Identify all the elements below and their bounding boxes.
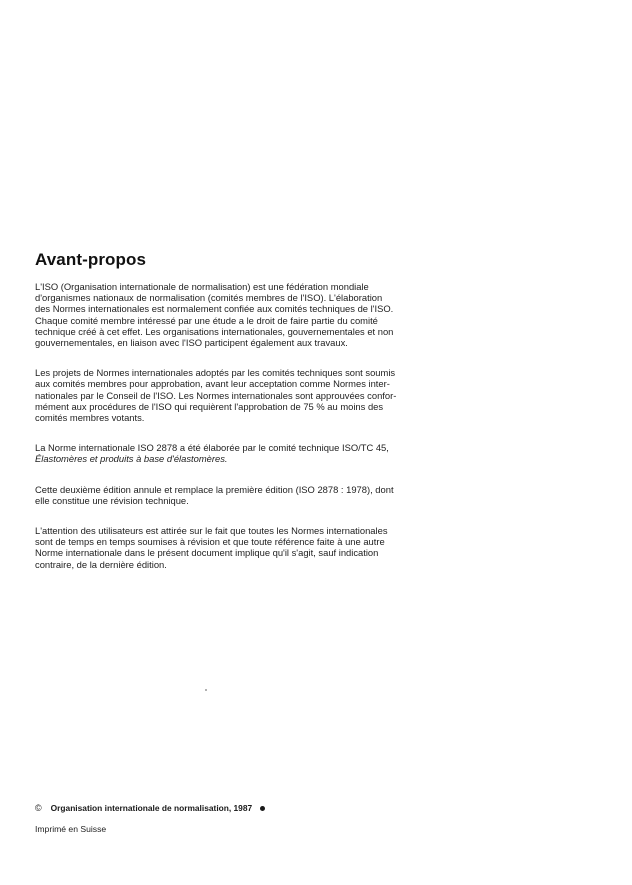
text-line: elle constitue une révision technique.	[35, 494, 189, 506]
foreword-body	[35, 281, 397, 589]
text-line: Norme internationale dans le présent document implique qu'il s'agit, sauf indication	[35, 547, 379, 559]
copyright-line	[35, 803, 265, 813]
paragraph-edition	[35, 483, 394, 506]
text-line: L'ISO (Organisation internationale de normalisation) est une fédération mondiale	[35, 281, 369, 292]
scan-speck	[205, 689, 207, 691]
text-line: Chaque comité membre intéressé par une étude a le droit de faire partie du comité	[35, 314, 378, 326]
text-line: La Norme internationale ISO 2878 a été élaborée par le comité technique ISO/TC 45,	[35, 442, 389, 454]
text-line: Cette deuxième édition annule et remplace la première édition (ISO 2878 : 1978), dont	[35, 483, 394, 495]
page-title: Avant-propos	[35, 250, 147, 269]
paragraph-committee	[35, 442, 389, 465]
paragraph-approval	[35, 367, 397, 424]
text-line: des Normes internationales est normalement confiée aux comités techniques de l'ISO.	[35, 303, 394, 315]
text-line: comités membres votants.	[35, 412, 145, 424]
text-line: Les projets de Normes internationales adoptés par les comités techniques sont soumis	[35, 367, 396, 379]
text-line: aux comités membres pour approbation, avant leur acceptation comme Normes inter-	[35, 378, 390, 390]
text-line: technique créé à cet effet. Les organisations internationales, gouvernementales et non	[35, 325, 394, 337]
text-line: nationales par le Conseil de l'ISO. Les Normes internationales sont approuvées confor-	[35, 389, 397, 401]
text-line: sont de temps en temps soumises à révision et que toute référence faite à une autre	[35, 536, 385, 548]
text-line: d'organismes nationaux de normalisation (comités membres de l'ISO). L'élaboration	[35, 292, 383, 304]
paragraph-revision-notice	[35, 525, 388, 570]
text-line-italic: Élastomères et produits à base d'élastomères.	[35, 453, 228, 465]
text-line: L'attention des utilisateurs est attirée sur le fait que toutes les Normes internationales	[35, 525, 388, 537]
bullet-icon	[260, 806, 265, 811]
paragraph-iso-intro	[35, 281, 394, 349]
text-line: gouvernementales, en liaison avec l'ISO participent également aux travaux.	[35, 337, 348, 349]
copyright-icon: ©	[35, 803, 42, 813]
text-line: mément aux procédures de l'ISO qui requièrent l'approbation de 75 % au moins des	[35, 400, 384, 412]
text-line: contraire, de la dernière édition.	[35, 558, 167, 570]
copyright-text: Organisation internationale de normalisation, 1987	[50, 803, 253, 813]
printed-notice: Imprimé en Suisse	[35, 824, 107, 834]
